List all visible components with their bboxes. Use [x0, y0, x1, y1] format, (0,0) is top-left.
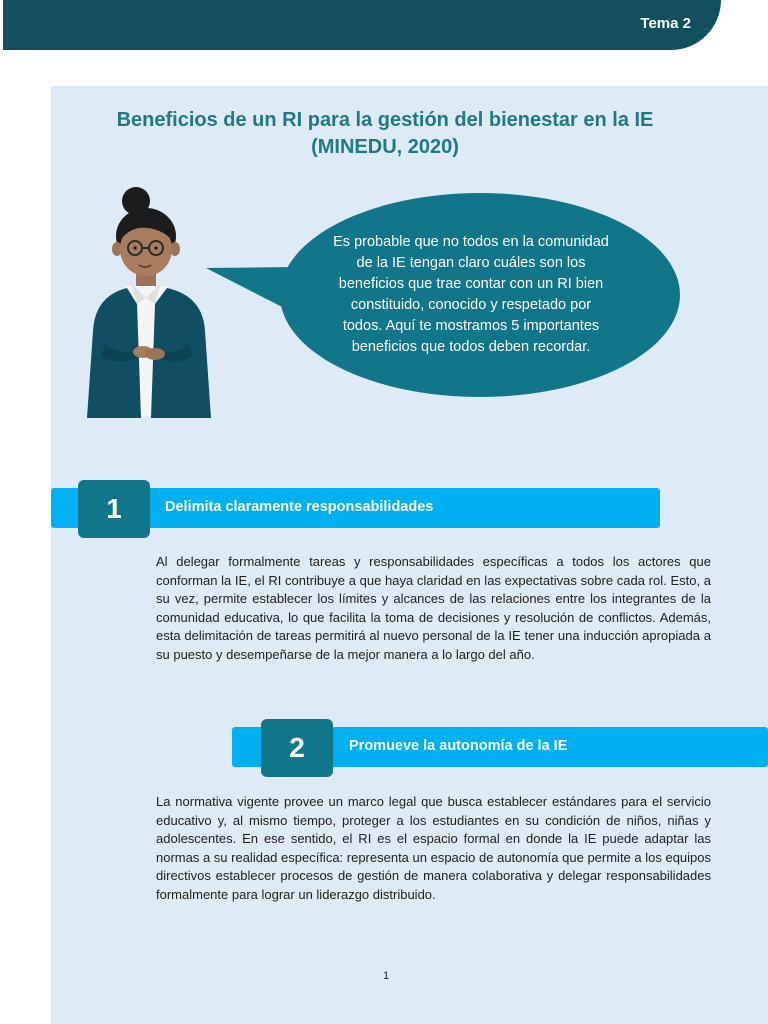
content-panel	[51, 86, 768, 1024]
speech-bubble-text: Es probable que no todos en la comunidad de la IE tengan claro cuáles son los beneficios que trae contar con un RI bien constituido, conocido y respetado por todos. Aquí te mostramos 5 importantes beneficios que todos deben recordar.	[333, 234, 609, 355]
page-title-line-2: (MINEDU, 2020)	[311, 136, 459, 158]
section-2-body: La normativa vigente provee un marco legal que busca establecer estándares para el servicio educativo y, al mismo tiempo, proteger a los estudiantes en su condición de niños, niñas y adolescentes. En ese sentido, el RI es el espacio formal en donde la IE puede adaptar las normas a su realidad específica: representa un espacio de autonomía que permite a los equipos directivos establecer procesos de gestión de manera colaborativa y delegar responsabilidades formalmente para lograr un liderazgo distribuido.	[156, 794, 712, 902]
section-1-number: 1	[78, 480, 150, 538]
header-bar	[3, 0, 721, 50]
teacher-avatar-icon	[79, 186, 219, 431]
tema-label: Tema 2	[640, 15, 691, 32]
page-title	[51, 107, 719, 161]
section-2-number: 2	[261, 719, 333, 777]
page-title-line-1: Beneficios de un RI para la gestión del bienestar en la IE	[116, 109, 654, 131]
page-number: 1	[382, 970, 390, 982]
section-2-title: Promueve la autonomía de la IE	[349, 738, 568, 754]
section-1-body: Al delegar formalmente tareas y responsabilidades específicas a todos los actores que conforman la IE, el RI contribuye a que haya claridad en las expectativas sobre cada rol. Esto, a su vez, permite establecer los límites y alcances de las relaciones entre los integrantes de la comunidad educativa, lo que facilita la toma de decisiones y resolución de conflictos. Además, esta delimitación de tareas permitirá al nuevo personal de la IE tener una inducción apropiada a su puesto y desempeñarse de la mejor manera a lo largo del año.	[156, 554, 711, 662]
section-1-title: Delimita claramente responsabilidades	[165, 499, 434, 515]
